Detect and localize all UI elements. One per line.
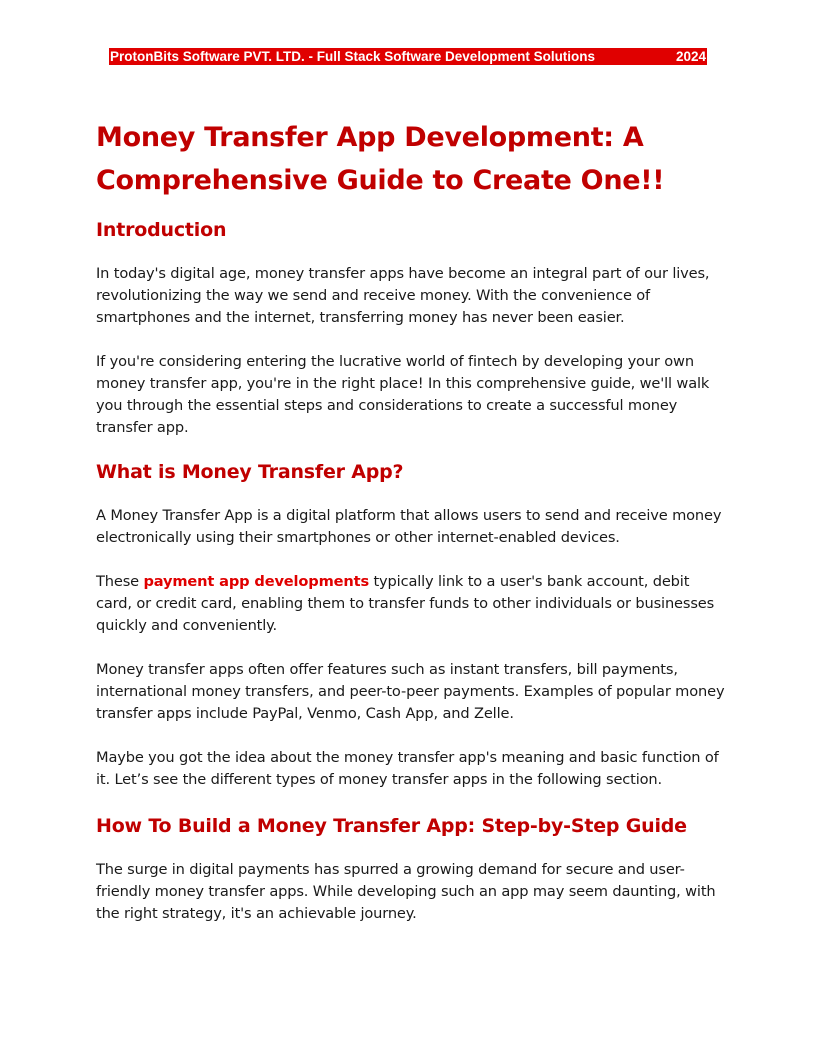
paragraph-text-before-link: These (96, 573, 144, 590)
header-company-name: ProtonBits Software PVT. LTD. - Full Stack Software Development Solutions (110, 49, 596, 64)
document-title: Money Transfer App Development: A Comprehensive Guide to Create One!! (96, 122, 665, 196)
paragraph: Money transfer apps often offer features such as instant transfers, bill payments, international money transfers, and peer-to-peer payments. Examples of popular money transfer apps include PayPal, Venmo, Cash App, and Zelle. (96, 661, 725, 722)
paragraph: Maybe you got the idea about the money transfer app's meaning and basic function of it. Let’s see the different types of money transfer apps in the following section. (96, 749, 719, 788)
paragraph: The surge in digital payments has spurred a growing demand for secure and user-friendly money transfer apps. While developing such an app may seem daunting, with the right strategy, it's an achievable journey. (96, 861, 716, 922)
paragraph-text-after-link: typically link to a user's bank account, debit card, or credit card, enabling them to transfer funds to other individuals or businesses quickly and conveniently. (96, 573, 715, 634)
section-heading-how-to-build: How To Build a Money Transfer App: Step-by-Step Guide (96, 815, 687, 837)
section-heading-introduction: Introduction (96, 219, 227, 241)
paragraph: In today's digital age, money transfer apps have become an integral part of our lives, revolutionizing the way we send and receive money. With the convenience of smartphones and the internet, transferring money has never been easier. (96, 265, 710, 326)
payment-app-developments-link[interactable]: payment app developments (143, 573, 369, 590)
page-header-banner (109, 48, 707, 65)
paragraph: A Money Transfer App is a digital platform that allows users to send and receive money electronically using their smartphones or other internet-enabled devices. (96, 507, 722, 546)
header-year: 2024 (675, 49, 706, 64)
paragraph-with-link (96, 571, 726, 637)
paragraph: If you're considering entering the lucrative world of fintech by developing your own money transfer app, you're in the right place! In this comprehensive guide, we'll walk you through the essential steps and considerations to create a successful money transfer app. (96, 353, 710, 436)
section-heading-what-is-money-transfer-app: What is Money Transfer App? (96, 461, 404, 483)
document-body (96, 116, 726, 925)
